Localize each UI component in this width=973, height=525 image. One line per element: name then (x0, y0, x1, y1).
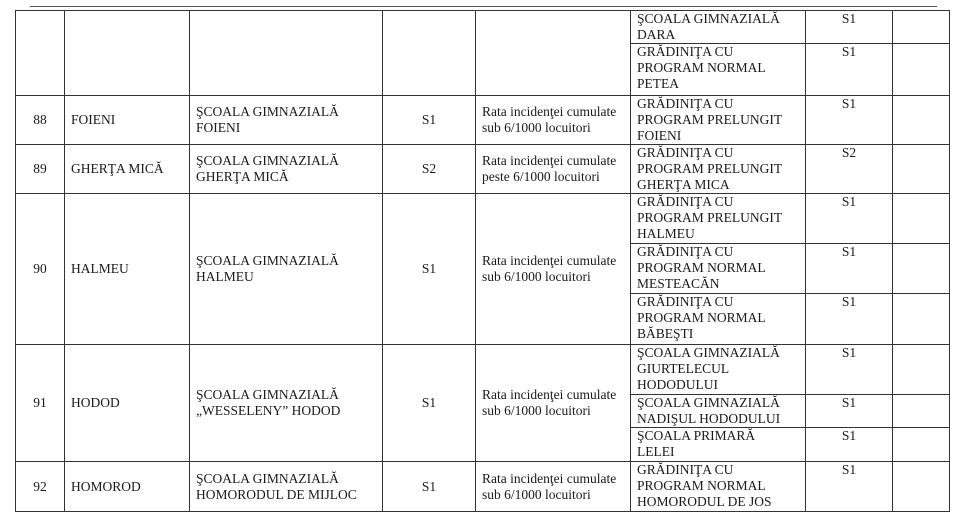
school-unit-cell: ŞCOALA GIMNAZIALĂ FOIENI (190, 96, 383, 145)
structure-name-cell: GRĂDINIŢA CU PROGRAM NORMAL MESTEACĂN (631, 244, 806, 294)
structure-scenario-cell: S1 (806, 294, 893, 345)
row-number: 90 (16, 194, 65, 345)
structure-scenario-cell: S1 (806, 428, 893, 462)
locality-cell: FOIENI (65, 96, 190, 145)
empty-cell (893, 395, 950, 428)
school-unit-cell: ŞCOALA GIMNAZIALĂ HALMEU (190, 194, 383, 345)
empty-cell (893, 462, 950, 512)
scenario-cell: S1 (383, 462, 476, 512)
scenario-cell: S1 (383, 96, 476, 145)
school-unit-cell: ŞCOALA GIMNAZIALĂ HOMORODUL DE MIJLOC (190, 462, 383, 512)
structure-name-cell: ŞCOALA GIMNAZIALĂ NADIŞUL HODODULUI (631, 395, 806, 428)
empty-cell (893, 11, 950, 44)
locality-cell: GHERŢA MICĂ (65, 145, 190, 194)
incidence-rate-cell (476, 11, 631, 96)
row-number (16, 11, 65, 96)
table-row (16, 145, 950, 194)
structure-scenario-cell: S1 (806, 462, 893, 512)
structure-name-cell: ŞCOALA GIMNAZIALĂ DARA (631, 11, 806, 44)
structure-scenario-cell: S2 (806, 145, 893, 194)
empty-cell (893, 44, 950, 96)
row-number: 92 (16, 462, 65, 512)
scenario-cell: S2 (383, 145, 476, 194)
incidence-rate-cell: Rata incidenţei cumulate sub 6/1000 locuitori (476, 462, 631, 512)
structure-name-cell: GRĂDINIŢA CU PROGRAM PRELUNGIT GHERŢA MICA (631, 145, 806, 194)
empty-cell (893, 244, 950, 294)
incidence-rate-cell: Rata incidenţei cumulate sub 6/1000 locuitori (476, 96, 631, 145)
structure-name-cell: GRĂDINIŢA CU PROGRAM NORMAL BĂBEŞTI (631, 294, 806, 345)
structure-scenario-cell: S1 (806, 96, 893, 145)
structure-scenario-cell: S1 (806, 345, 893, 395)
structure-name-cell: ŞCOALA GIMNAZIALĂ GIURTELECUL HODODULUI (631, 345, 806, 395)
table-row (16, 345, 950, 395)
table-row (16, 462, 950, 512)
locality-cell: HALMEU (65, 194, 190, 345)
school-unit-cell: ŞCOALA GIMNAZIALĂ GHERŢA MICĂ (190, 145, 383, 194)
row-number: 89 (16, 145, 65, 194)
structure-name-cell: ŞCOALA PRIMARĂ LELEI (631, 428, 806, 462)
scenario-cell: S1 (383, 194, 476, 345)
scenario-cell: S1 (383, 345, 476, 462)
structure-name-cell: GRĂDINIŢA CU PROGRAM PRELUNGIT HALMEU (631, 194, 806, 244)
table-row (16, 194, 950, 244)
incidence-rate-cell: Rata incidenţei cumulate sub 6/1000 locuitori (476, 345, 631, 462)
school-unit-cell: ŞCOALA GIMNAZIALĂ „WESSELENY” HODOD (190, 345, 383, 462)
structure-scenario-cell: S1 (806, 395, 893, 428)
table-row (16, 96, 950, 145)
empty-cell (893, 145, 950, 194)
structure-name-cell: GRĂDINIŢA CU PROGRAM NORMAL PETEA (631, 44, 806, 96)
incidence-rate-cell: Rata incidenţei cumulate peste 6/1000 locuitori (476, 145, 631, 194)
structure-name-cell: GRĂDINIŢA CU PROGRAM PRELUNGIT FOIENI (631, 96, 806, 145)
structure-scenario-cell: S1 (806, 244, 893, 294)
structure-scenario-cell: S1 (806, 11, 893, 44)
incidence-rate-cell: Rata incidenţei cumulate sub 6/1000 locuitori (476, 194, 631, 345)
scenario-cell (383, 11, 476, 96)
empty-cell (893, 96, 950, 145)
row-number: 88 (16, 96, 65, 145)
empty-cell (893, 428, 950, 462)
empty-cell (893, 345, 950, 395)
school-unit-cell (190, 11, 383, 96)
locality-cell (65, 11, 190, 96)
structure-scenario-cell: S1 (806, 194, 893, 244)
page-top-rule (30, 6, 937, 7)
empty-cell (893, 294, 950, 345)
structure-scenario-cell: S1 (806, 44, 893, 96)
table-row (16, 11, 950, 44)
schools-scenario-table (15, 10, 950, 512)
table-body (16, 11, 950, 512)
locality-cell: HOMOROD (65, 462, 190, 512)
locality-cell: HODOD (65, 345, 190, 462)
empty-cell (893, 194, 950, 244)
row-number: 91 (16, 345, 65, 462)
structure-name-cell: GRĂDINIŢA CU PROGRAM NORMAL HOMORODUL DE JOS (631, 462, 806, 512)
